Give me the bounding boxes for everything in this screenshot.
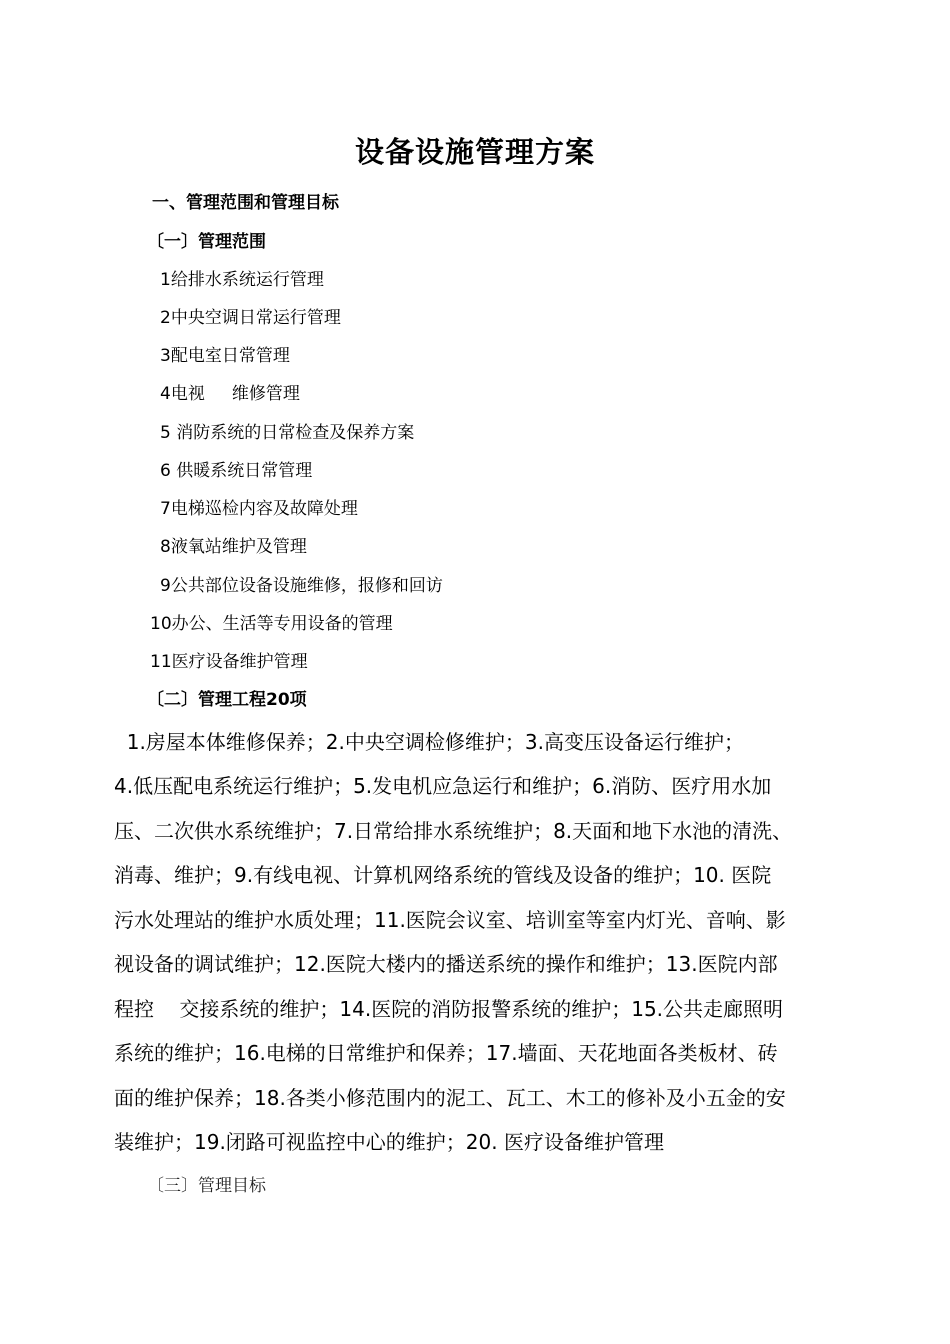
- projects-paragraph-line: 系统的维护；16.电梯的日常维护和保养；17.墙面、天花地面各类板材、砖: [114, 1041, 778, 1065]
- projects-paragraph-line: 面的维护保养；18.各类小修范围内的泥工、瓦工、木工的修补及小五金的安: [114, 1086, 786, 1110]
- scope-item: 10办公、生活等专用设备的管理: [150, 614, 393, 634]
- subsection-heading-goals: 〔三〕管理目标: [147, 1176, 266, 1196]
- scope-item: 9公共部位设备设施维修，报修和回访: [160, 576, 443, 596]
- projects-paragraph-line: 消毒、维护；9.有线电视、计算机网络系统的管线及设备的维护；10. 医院: [114, 863, 772, 887]
- section-heading-scope-and-goals: 一、管理范围和管理目标: [152, 193, 339, 213]
- projects-paragraph-line: 4.低压配电系统运行维护；5.发电机应急运行和维护；6.消防、医疗用水加: [114, 774, 772, 798]
- scope-item: 6 供暖系统日常管理: [160, 461, 313, 481]
- scope-item: 4电视 维修管理: [160, 384, 300, 404]
- subsection-heading-scope: 〔一〕管理范围: [147, 232, 266, 252]
- projects-paragraph-line: 视设备的调试维护；12.医院大楼内的播送系统的操作和维护；13.医院内部: [114, 952, 778, 976]
- projects-paragraph-line: 压、二次供水系统维护；7.日常给排水系统维护；8.天面和地下水池的清洗、: [114, 819, 793, 843]
- scope-item: 5 消防系统的日常检查及保养方案: [160, 423, 415, 443]
- scope-item: 11医疗设备维护管理: [150, 652, 308, 672]
- scope-item: 2中央空调日常运行管理: [160, 308, 341, 328]
- projects-paragraph-line: 污水处理站的维护水质处理；11.医院会议室、培训室等室内灯光、音响、影: [114, 908, 786, 932]
- scope-item: 3配电室日常管理: [160, 346, 290, 366]
- document-title: 设备设施管理方案: [354, 135, 595, 169]
- subsection-heading-projects: 〔二〕管理工程20项: [147, 690, 307, 710]
- projects-paragraph-line: 装维护；19.闭路可视监控中心的维护；20. 医疗设备维护管理: [114, 1130, 664, 1154]
- scope-item: 7电梯巡检内容及故障处理: [160, 499, 358, 519]
- projects-paragraph-line: 1.房屋本体维修保养；2.中央空调检修维护；3.高变压设备运行维护；: [114, 730, 744, 754]
- projects-paragraph-line: 程控 交接系统的维护；14.医院的消防报警系统的维护；15.公共走廊照明: [114, 997, 784, 1021]
- scope-item: 1给排水系统运行管理: [160, 270, 324, 290]
- scope-item: 8液氧站维护及管理: [160, 537, 307, 557]
